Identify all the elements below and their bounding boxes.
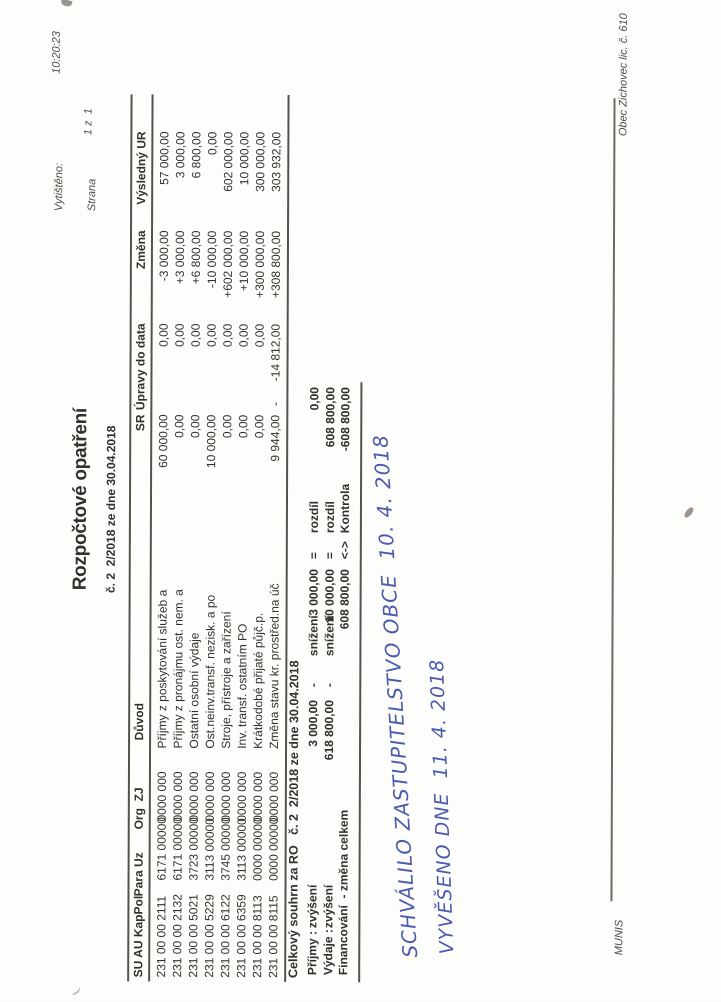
column-header-upravy: Úpravy do data xyxy=(133,323,148,411)
table-cell: 0,00 xyxy=(235,414,250,439)
table-cell: 0000 000 xyxy=(170,771,185,822)
summary-equals-sign: = xyxy=(306,552,321,560)
footer-rule xyxy=(610,98,615,901)
summary-kontrola-label: Kontrola xyxy=(337,483,353,534)
table-cell: 300 000,00 xyxy=(252,131,267,192)
table-cell: +602 000,00 xyxy=(220,230,235,298)
table-header-row xyxy=(131,89,149,979)
table-cell: 231 00 00 5229 xyxy=(201,894,217,978)
table-cell: 231 00 00 8113 xyxy=(249,895,265,978)
table-cell: 60 000,00 xyxy=(156,414,171,468)
summary-decrease-label: snížení xyxy=(306,615,321,657)
table-cell: 0000 000 xyxy=(250,771,265,822)
summary-minus-sign: - xyxy=(321,683,336,688)
table-cell: 231 00 00 2111 xyxy=(154,895,169,978)
table-cell: 0000 000 xyxy=(266,771,281,822)
table-cell: Příjmy z pronájmu ost. nem. a xyxy=(170,589,186,749)
table-cell: 3723 00000 xyxy=(186,817,201,881)
table-cell: 0,00 xyxy=(188,323,203,347)
summary-row-vydaje xyxy=(321,360,337,980)
table-cell: 231 00 00 2132 xyxy=(170,894,185,978)
summary-kontrola-value: -608 800,00 xyxy=(338,387,353,452)
summary-decrease-value: 3 000,00 xyxy=(306,569,321,616)
summary-row-financovani xyxy=(336,360,352,980)
table-cell: 231 00 00 6122 xyxy=(217,894,233,978)
table-cell: 303 932,00 xyxy=(268,131,283,192)
table-cell: 231 00 00 8115 xyxy=(265,895,280,978)
table-cell: Příjmy z poskytování služeb a xyxy=(155,589,170,749)
table-cell: 0,00 xyxy=(252,323,267,348)
table-cell: 0,00 xyxy=(172,414,187,438)
table-cell: - xyxy=(267,401,282,406)
column-header-zmena: Změna xyxy=(133,230,149,270)
table-cell: 3113 00000 xyxy=(234,818,249,881)
summary-increase-label: zvýšení xyxy=(305,884,320,929)
table-cell: 0,00 xyxy=(219,414,235,439)
summary-increase-value: 618 800,00 xyxy=(321,700,336,761)
summary-label: Financování - změna celkem xyxy=(336,809,351,976)
summary-minus-sign: - xyxy=(306,683,321,688)
summary-total-value: 608 800,00 xyxy=(337,569,352,630)
column-header-duvod: Důvod xyxy=(132,703,147,741)
table-cell: 0,00 xyxy=(204,323,219,348)
table-cell: 0000 000 xyxy=(234,771,249,822)
table-cell: 57 000,00 xyxy=(157,131,172,185)
table-cell: -10 000,00 xyxy=(204,230,219,289)
table-row xyxy=(266,90,284,980)
table-cell: Ost.neinv.transf. nezisk. a po xyxy=(202,594,218,749)
table-cell: +6 800,00 xyxy=(188,230,203,285)
table-cell: +308 800,00 xyxy=(268,230,283,299)
scan-speck xyxy=(683,506,695,519)
summary-difference-label: rozdíl xyxy=(322,501,337,534)
table-cell: 3113 00000 xyxy=(202,818,217,881)
column-header-su: SU AU KapPol xyxy=(131,895,146,978)
table-cell: Ostatní osobní výdaje xyxy=(186,632,202,749)
table-cell: 231 00 00 6359 xyxy=(233,894,249,978)
table-cell: 0,00 xyxy=(236,323,251,348)
table-cell: 6171 00000 xyxy=(154,817,169,881)
munis-label: MUNIS xyxy=(613,919,626,956)
table-cell: Stroje, přístroje a zařízení xyxy=(218,611,234,749)
summary-difference-value: 608 800,00 xyxy=(322,387,337,448)
page-subtitle: č. 2 2/2018 ze dne 30.04.2018 xyxy=(103,425,119,594)
table-cell: 0,00 xyxy=(188,414,203,438)
summary-label: Příjmy : xyxy=(305,931,320,976)
summary-arrow-sign: <-> xyxy=(337,541,352,560)
table-cell: 0000 00000 xyxy=(266,817,281,881)
printed-time: 10:20:23 xyxy=(50,31,63,74)
column-header-org: Org ZJ xyxy=(131,787,146,830)
table-cell: 3745 00000 xyxy=(218,817,233,881)
column-header-sr: SR xyxy=(133,414,148,432)
table-cell: 9 944,00 xyxy=(267,414,282,462)
table-cell: 0,00 xyxy=(156,323,171,347)
page-title: Rozpočtové opatření xyxy=(69,408,92,591)
table-cell: 10 000,00 xyxy=(203,414,219,469)
summary-bottom-rule xyxy=(358,382,362,982)
table-cell: 231 00 00 5021 xyxy=(186,894,201,978)
summary-row-prijmy xyxy=(305,360,321,980)
table-cell: 0000 000 xyxy=(202,771,217,822)
summary-decrease-label: snížení xyxy=(321,615,337,657)
table-cell: 0,00 xyxy=(172,323,187,347)
handwritten-posted-note: VYVĚŠENO DNE 11. 4. 2018 xyxy=(426,658,459,955)
table-cell: 3 000,00 xyxy=(173,131,188,179)
table-cell: 0000 00000 xyxy=(250,817,265,881)
summary-increase-label: zvýšení xyxy=(320,884,336,929)
table-cell: Inv. transf. ostatním PO xyxy=(234,623,250,749)
summary-equals-sign: = xyxy=(322,552,337,560)
license-label: Obec Zichovec lic. č. 610 xyxy=(617,13,630,137)
table-cell: +300 000,00 xyxy=(252,230,267,298)
table-cell: 0,00 xyxy=(205,131,220,156)
summary-difference-value: 0,00 xyxy=(307,387,322,411)
table-cell: -14 812,00 xyxy=(267,323,283,382)
page-number: 1 z 1 xyxy=(82,108,95,136)
table-cell: 0,00 xyxy=(251,414,266,439)
summary-difference-label: rozdíl xyxy=(306,501,321,534)
table-cell: Změna stavu kr. prostřed.na úč xyxy=(266,583,282,749)
summary-increase-value: 3 000,00 xyxy=(306,700,321,747)
table-cell: 0000 000 xyxy=(154,771,169,822)
summary-heading: Celkový souhrn za RO č. 2 2/2018 ze dne 30.04.2018 xyxy=(286,660,302,979)
table-cell: +3 000,00 xyxy=(172,230,187,285)
page-label: Strana xyxy=(86,178,99,212)
table-cell: 0000 000 xyxy=(218,771,233,822)
table-cell: 0,00 xyxy=(220,323,235,348)
summary-label: Výdaje : xyxy=(320,929,335,976)
handwritten-approval-note: SCHVÁLILO ZASTUPITELSTVO OBCE 10. 4. 2018 xyxy=(368,433,423,959)
table-cell: 6 800,00 xyxy=(189,131,204,179)
table-cell: 10 000,00 xyxy=(236,131,252,186)
table-cell: 602 000,00 xyxy=(220,131,236,192)
table-cell: 0000 000 xyxy=(186,771,201,822)
summary-decrease-value: 10 000,00 xyxy=(322,569,337,623)
table-cell: 6171 00000 xyxy=(170,817,185,881)
table-cell: Krátkodobé přijaté půjč.p. xyxy=(250,612,266,749)
table-cell: +10 000,00 xyxy=(236,230,251,292)
column-header-vysledny: Výsledný UR xyxy=(134,131,149,205)
column-header-para: Para Uz xyxy=(131,852,146,897)
printed-label: Vytištěno: xyxy=(53,162,66,212)
table-cell: -3 000,00 xyxy=(156,230,172,282)
